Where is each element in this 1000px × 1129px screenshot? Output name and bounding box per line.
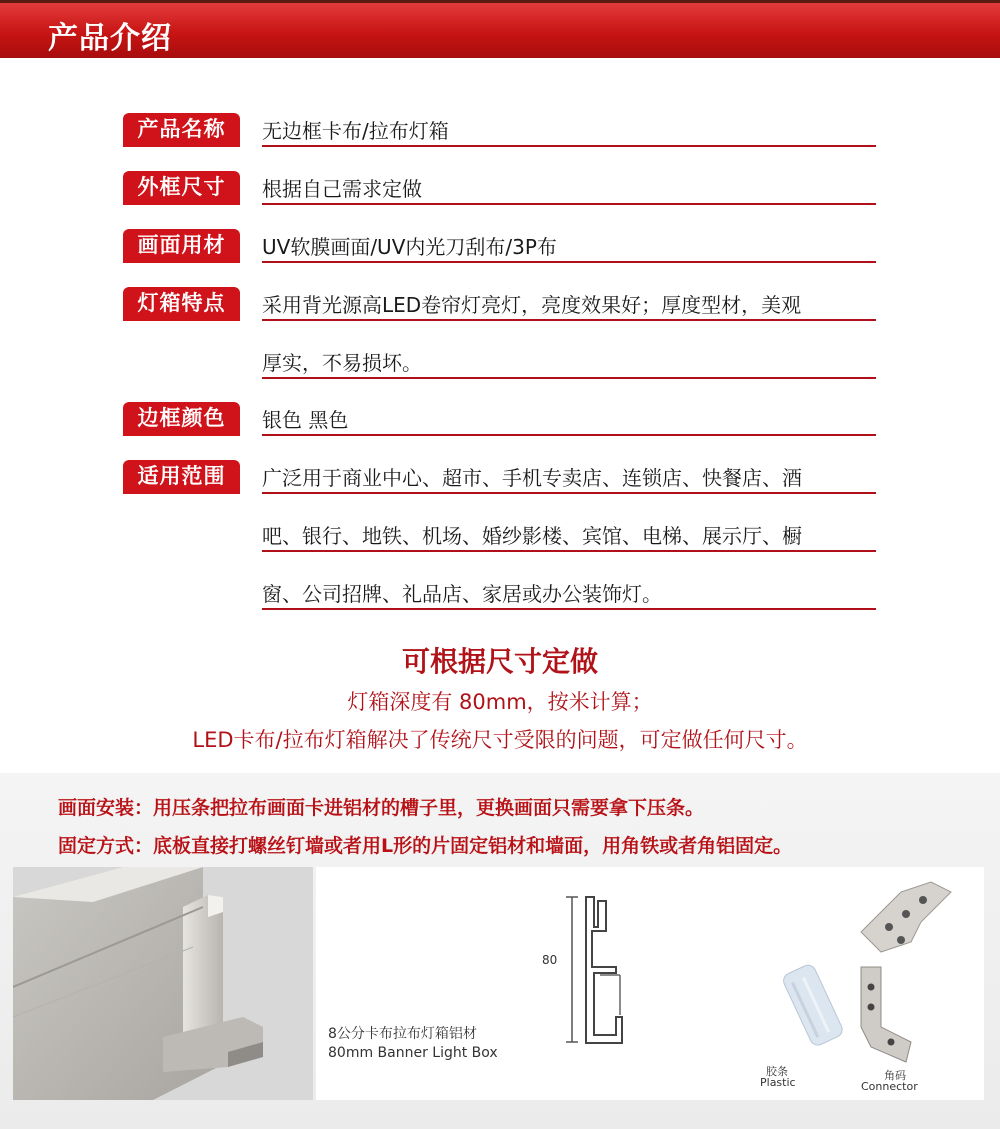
label-underline bbox=[123, 260, 240, 263]
value-underline bbox=[262, 434, 876, 436]
custom-headline: 可根据尺寸定做 bbox=[401, 645, 598, 678]
value-underline bbox=[262, 203, 876, 205]
spec-value: 广泛用于商业中心、超市、手机专卖店、连锁店、快餐店、酒 bbox=[262, 466, 802, 490]
label-underline bbox=[123, 433, 240, 436]
profile-caption-en: 80mm Banner Light Box bbox=[328, 1045, 498, 1061]
value-underline bbox=[262, 608, 876, 610]
spec-row-usage-cont bbox=[262, 569, 876, 609]
spec-value: 银色 黑色 bbox=[262, 408, 349, 432]
section-diagram bbox=[316, 867, 984, 1100]
spec-row-material bbox=[123, 222, 876, 262]
value-underline bbox=[262, 145, 876, 147]
spec-row-features bbox=[123, 280, 876, 320]
spec-row-features-cont bbox=[262, 338, 876, 378]
plastic-label-cn: 胶条 bbox=[766, 1065, 788, 1078]
spec-row-color bbox=[123, 395, 876, 435]
spec-value: 吧、银行、地铁、机场、婚纱影楼、宾馆、电梯、展示厅、橱 bbox=[262, 524, 802, 548]
spec-label: 适用范围 bbox=[123, 460, 240, 493]
connector-label-en: Connector bbox=[861, 1080, 918, 1093]
value-underline bbox=[262, 261, 876, 263]
spec-value: 窗、公司招牌、礼品店、家居或办公装饰灯。 bbox=[262, 582, 662, 606]
page-title: 产品介绍 bbox=[48, 21, 172, 56]
custom-size-text: LED卡布/拉布灯箱解决了传统尺寸受限的问题，可定做任何尺寸。 bbox=[192, 728, 808, 752]
profile-caption-cn: 8公分卡布拉布灯箱铝材 bbox=[328, 1026, 477, 1042]
plastic-label-en: Plastic bbox=[760, 1076, 796, 1089]
spec-row-name bbox=[123, 106, 876, 146]
fixing-method-text: 固定方式：底板直接打螺丝钉墙或者用L形的片固定铝材和墙面，用角铁或者角铝固定。 bbox=[58, 835, 793, 857]
aluminium-profile-photo bbox=[13, 867, 313, 1100]
spec-row-usage-cont bbox=[262, 511, 876, 551]
spec-value: 根据自己需求定做 bbox=[262, 177, 422, 201]
spec-label: 产品名称 bbox=[123, 113, 240, 146]
profile-section-photo bbox=[316, 867, 984, 1100]
install-method-text: 画面安装：用压条把拉布画面卡进铝材的槽子里，更换画面只需要拿下压条。 bbox=[58, 797, 705, 819]
connector-label-cn: 角码 bbox=[884, 1069, 906, 1082]
label-underline bbox=[123, 491, 240, 494]
spec-value: 采用背光源高LED卷帘灯亮灯，亮度效果好；厚度型材，美观 bbox=[262, 293, 802, 317]
spec-value: 厚实，不易损坏。 bbox=[262, 351, 422, 375]
label-underline bbox=[123, 318, 240, 321]
label-underline bbox=[123, 144, 240, 147]
header-banner bbox=[0, 0, 1000, 58]
spec-label: 灯箱特点 bbox=[123, 287, 240, 320]
spec-value: 无边框卡布/拉布灯箱 bbox=[262, 119, 449, 143]
spec-value: UV软膜画面/UV内光刀刮布/3P布 bbox=[262, 235, 557, 259]
spec-label: 外框尺寸 bbox=[123, 171, 240, 204]
install-section bbox=[0, 773, 1000, 1129]
value-underline bbox=[262, 377, 876, 379]
value-underline bbox=[262, 492, 876, 494]
value-underline bbox=[262, 550, 876, 552]
profile-illustration bbox=[13, 867, 313, 1100]
spec-label: 画面用材 bbox=[123, 229, 240, 262]
label-underline bbox=[123, 202, 240, 205]
spec-row-size bbox=[123, 164, 876, 204]
spec-row-usage bbox=[123, 453, 876, 493]
custom-depth-text: 灯箱深度有 80mm，按米计算； bbox=[347, 690, 653, 714]
dimension-label: 80 bbox=[542, 953, 558, 967]
value-underline bbox=[262, 319, 876, 321]
spec-label: 边框颜色 bbox=[123, 402, 240, 435]
